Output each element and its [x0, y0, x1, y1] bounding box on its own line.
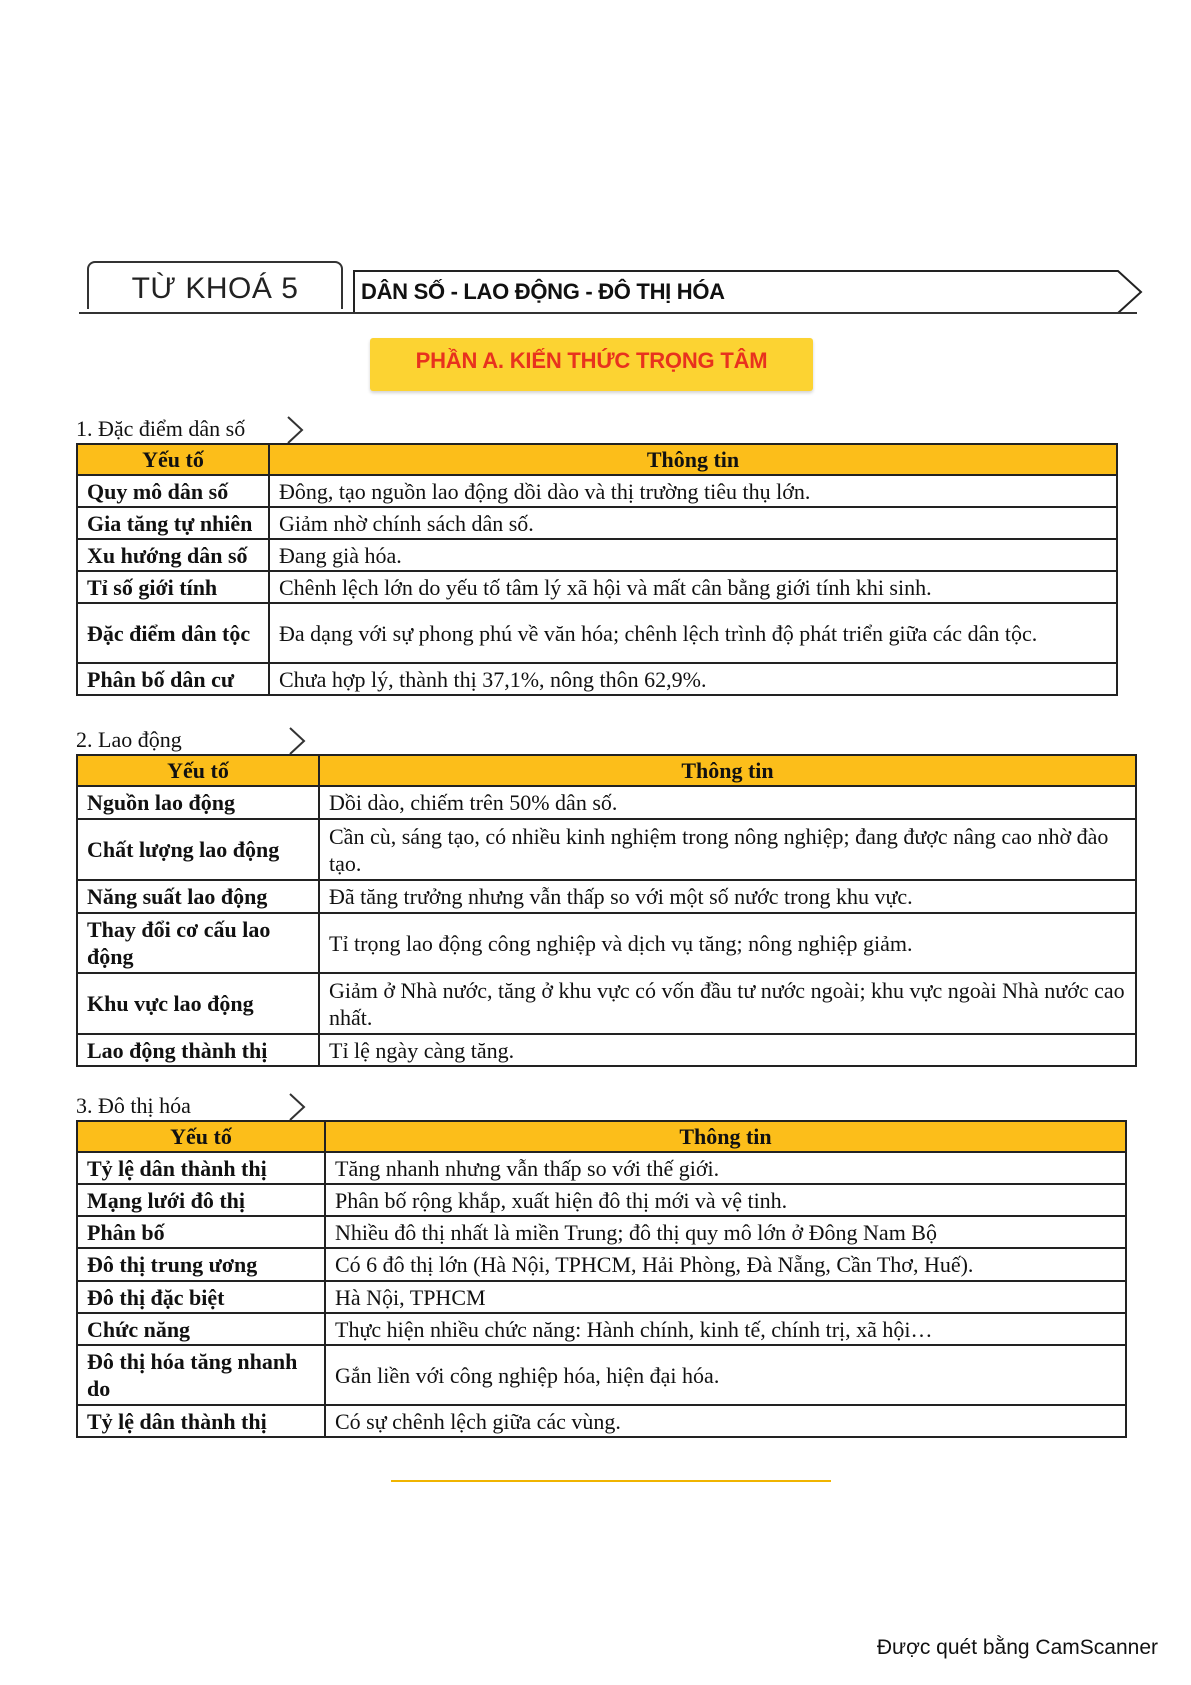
table-row — [77, 507, 1117, 539]
factor-cell: Tỷ lệ dân thành thị — [77, 1152, 325, 1184]
section-title-text: 3. Đô thị hóa — [76, 1091, 283, 1122]
info-cell: Tăng nhanh nhưng vẫn thấp so với thế giới. — [325, 1152, 1126, 1184]
part-title-banner: PHẦN A. KIẾN THỨC TRỌNG TÂM — [370, 338, 813, 391]
info-cell: Đã tăng trưởng nhưng vẫn thấp so với một số nước trong khu vực. — [319, 880, 1136, 913]
chevron-right-icon — [285, 415, 305, 445]
topic-title: DÂN SỐ - LAO ĐỘNG - ĐÔ THỊ HÓA — [361, 279, 725, 304]
section-title-1 — [76, 414, 249, 444]
section-title-text: 1. Đặc điểm dân số — [76, 414, 249, 445]
info-cell: Tỉ trọng lao động công nghiệp và dịch vụ tăng; nông nghiệp giảm. — [319, 913, 1136, 973]
keyword-label: TỪ KHOÁ 5 — [87, 261, 343, 309]
info-cell: Chưa hợp lý, thành thị 37,1%, nông thôn 62,9%. — [269, 663, 1117, 695]
info-cell: Đa dạng với sự phong phú về văn hóa; chênh lệch trình độ phát triển giữa các dân tộc. — [269, 603, 1117, 663]
factor-cell: Phân bố — [77, 1216, 325, 1248]
table-row — [77, 1248, 1126, 1281]
scanner-watermark: Được quét bằng CamScanner — [876, 1636, 1158, 1659]
factor-cell: Quy mô dân số — [77, 475, 269, 507]
factor-cell: Thay đổi cơ cấu lao động — [77, 913, 319, 973]
column-header-info: Thông tin — [319, 755, 1136, 786]
header-divider — [79, 312, 1137, 314]
factor-cell: Gia tăng tự nhiên — [77, 507, 269, 539]
factor-cell: Đô thị hóa tăng nhanh do — [77, 1345, 325, 1405]
population-table — [76, 443, 1118, 696]
table-row — [77, 603, 1117, 663]
factor-cell: Tỷ lệ dân thành thị — [77, 1405, 325, 1437]
table-row — [77, 819, 1136, 880]
factor-cell: Xu hướng dân số — [77, 539, 269, 571]
factor-cell: Phân bố dân cư — [77, 663, 269, 695]
chevron-right-icon — [287, 1092, 307, 1122]
factor-cell: Tỉ số giới tính — [77, 571, 269, 603]
info-cell: Nhiều đô thị nhất là miền Trung; đô thị quy mô lớn ở Đông Nam Bộ — [325, 1216, 1126, 1248]
info-cell: Giảm nhờ chính sách dân số. — [269, 507, 1117, 539]
section-title-3 — [76, 1091, 283, 1121]
urbanization-table — [76, 1120, 1127, 1438]
info-cell: Giảm ở Nhà nước, tăng ở khu vực có vốn đầu tư nước ngoài; khu vực ngoài Nhà nước cao nhất. — [319, 973, 1136, 1034]
table-row — [77, 663, 1117, 695]
info-cell: Đông, tạo nguồn lao động dồi dào và thị trường tiêu thụ lớn. — [269, 475, 1117, 507]
table-row — [77, 913, 1136, 973]
table-row — [77, 1345, 1126, 1405]
table-row — [77, 1281, 1126, 1313]
factor-cell: Chất lượng lao động — [77, 819, 319, 880]
factor-cell: Lao động thành thị — [77, 1034, 319, 1066]
labor-table — [76, 754, 1137, 1067]
info-cell: Phân bố rộng khắp, xuất hiện đô thị mới và vệ tinh. — [325, 1184, 1126, 1216]
table-row — [77, 475, 1117, 507]
column-header-info: Thông tin — [269, 444, 1117, 475]
factor-cell: Đô thị đặc biệt — [77, 1281, 325, 1313]
info-cell: Cần cù, sáng tạo, có nhiều kinh nghiệm trong nông nghiệp; đang được nâng cao nhờ đào tạo. — [319, 819, 1136, 880]
table-row — [77, 1184, 1126, 1216]
info-cell: Thực hiện nhiều chức năng: Hành chính, kinh tế, chính trị, xã hội… — [325, 1313, 1126, 1345]
section-title-2 — [76, 725, 274, 755]
factor-cell: Năng suất lao động — [77, 880, 319, 913]
table-row — [77, 1034, 1136, 1066]
column-header-factor: Yếu tố — [77, 444, 269, 475]
table-row — [77, 786, 1136, 819]
factor-cell: Đặc điểm dân tộc — [77, 603, 269, 663]
info-cell: Có 6 đô thị lớn (Hà Nội, TPHCM, Hải Phòng, Đà Nẵng, Cần Thơ, Huế). — [325, 1248, 1126, 1281]
info-cell: Đang già hóa. — [269, 539, 1117, 571]
table-row — [77, 1152, 1126, 1184]
column-header-info: Thông tin — [325, 1121, 1126, 1152]
bottom-divider — [391, 1480, 831, 1482]
chevron-right-icon — [287, 726, 307, 756]
info-cell: Hà Nội, TPHCM — [325, 1281, 1126, 1313]
factor-cell: Mạng lưới đô thị — [77, 1184, 325, 1216]
info-cell: Gắn liền với công nghiệp hóa, hiện đại hóa. — [325, 1345, 1126, 1405]
table-row — [77, 571, 1117, 603]
info-cell: Chênh lệch lớn do yếu tố tâm lý xã hội và mất cân bằng giới tính khi sinh. — [269, 571, 1117, 603]
factor-cell: Chức năng — [77, 1313, 325, 1345]
table-row — [77, 1313, 1126, 1345]
info-cell: Dồi dào, chiếm trên 50% dân số. — [319, 786, 1136, 819]
table-row — [77, 880, 1136, 913]
factor-cell: Khu vực lao động — [77, 973, 319, 1034]
table-row — [77, 973, 1136, 1034]
factor-cell: Nguồn lao động — [77, 786, 319, 819]
column-header-factor: Yếu tố — [77, 755, 319, 786]
factor-cell: Đô thị trung ương — [77, 1248, 325, 1281]
info-cell: Tỉ lệ ngày càng tăng. — [319, 1034, 1136, 1066]
table-row — [77, 1216, 1126, 1248]
section-title-text: 2. Lao động — [76, 725, 274, 756]
column-header-factor: Yếu tố — [77, 1121, 325, 1152]
table-row — [77, 539, 1117, 571]
table-row — [77, 1405, 1126, 1437]
info-cell: Có sự chênh lệch giữa các vùng. — [325, 1405, 1126, 1437]
